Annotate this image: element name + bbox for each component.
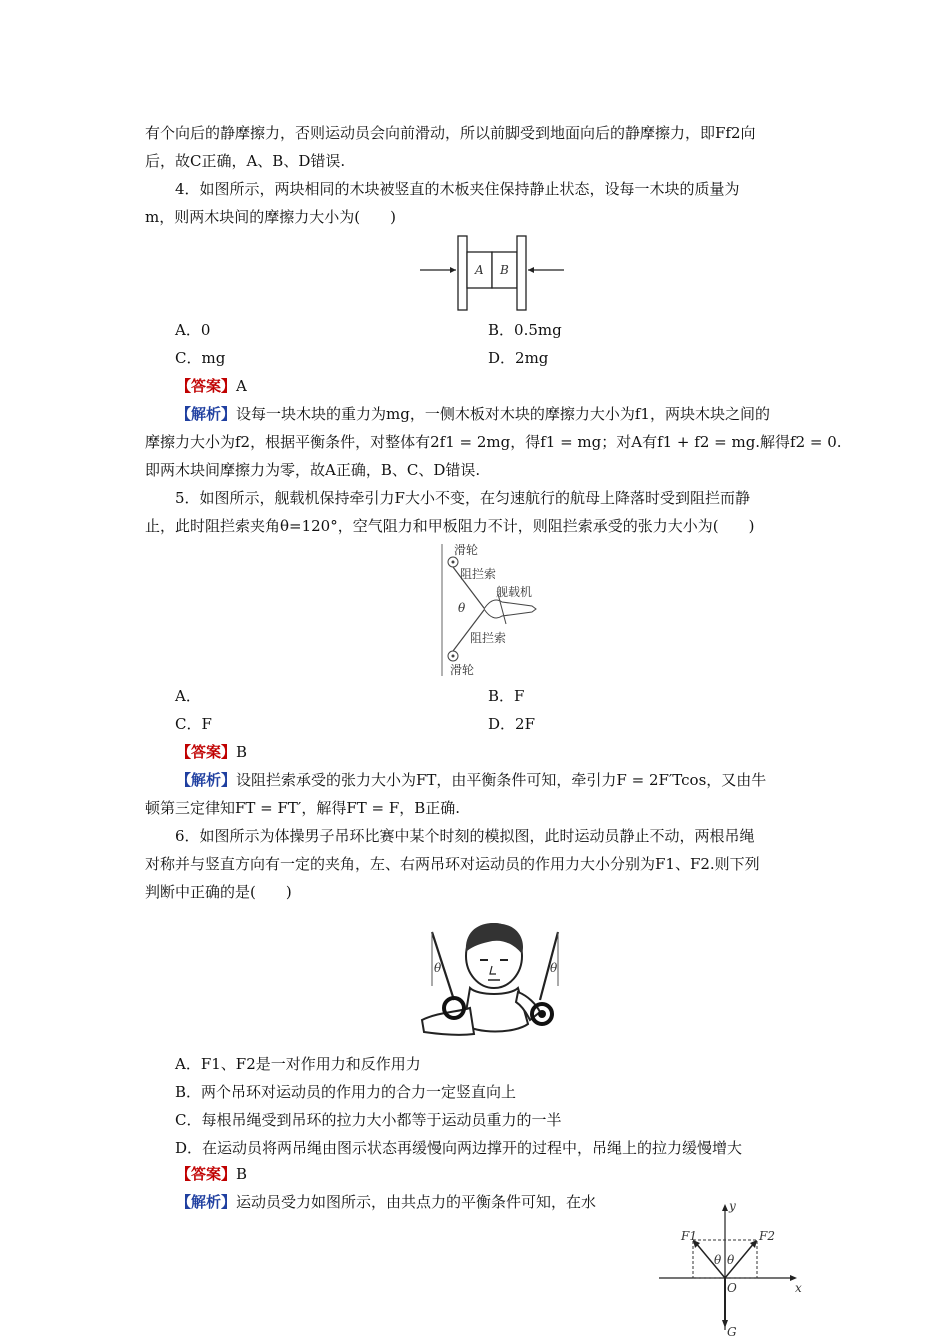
theta-1-label: θ bbox=[714, 1253, 722, 1267]
force-diagram bbox=[655, 1200, 805, 1338]
option-b: B．两个吊环对运动员的作用力的合力一定竖直向上 bbox=[175, 1083, 517, 1101]
answer-tag: 【答案】 bbox=[176, 743, 237, 761]
gymnast-rings-illustration bbox=[418, 916, 568, 1046]
pulley-bottom-label: 滑轮 bbox=[450, 663, 475, 677]
option-c: C．每根吊绳受到吊环的拉力大小都等于运动员重力的一半 bbox=[175, 1111, 562, 1129]
blocks-diagram bbox=[418, 232, 578, 316]
answer-line bbox=[176, 1163, 841, 1185]
analysis-line: 摩擦力大小为f2，根据平衡条件，对整体有2f1 = 2mg，得f1 = mg；对A有f1 + f2 = mg.解得f2 = 0. bbox=[145, 433, 842, 451]
question-5-stem: 5．如图所示，舰载机保持牵引力F大小不变，在匀速航行的航母上降落时受到阻拦而静 bbox=[175, 489, 750, 507]
carrier-arrest-diagram bbox=[440, 542, 580, 678]
analysis-line bbox=[176, 403, 841, 425]
plane-label: 舰载机 bbox=[496, 585, 533, 599]
option-d: D．2mg bbox=[488, 349, 549, 367]
analysis-line: 顿第三定律知FT = FT′，解得FT = F，B正确. bbox=[145, 799, 461, 817]
f1-label: F1 bbox=[681, 1229, 697, 1243]
option-a: A． bbox=[175, 687, 201, 705]
theta-left-label: θ bbox=[434, 961, 442, 975]
question-4-stem-cont: m，则两木块间的摩擦力大小为( ) bbox=[145, 208, 396, 226]
question-5-stem-cont: 止，此时阻拦索夹角θ=120°，空气阻力和甲板阻力不计，则阻拦索承受的张力大小为( ) bbox=[145, 517, 755, 535]
option-c: C．mg bbox=[175, 349, 226, 367]
cable-bottom-label: 阻拦索 bbox=[470, 631, 507, 645]
analysis-text: 设阻拦索承受的张力大小为FT，由平衡条件可知，牵引力F = 2F′Tcos，又由牛 bbox=[236, 771, 767, 789]
option-b: B．F bbox=[488, 687, 525, 705]
f2-label: F2 bbox=[759, 1229, 775, 1243]
option-d: D．在运动员将两吊绳由图示状态再缓慢向两边撑开的过程中，吊绳上的拉力缓慢增大 bbox=[175, 1139, 743, 1157]
question-6-stem-cont: 判断中正确的是( ) bbox=[145, 883, 292, 901]
gravity-label: G bbox=[727, 1325, 737, 1338]
question-6-stem-cont: 对称并与竖直方向有一定的夹角，左、右两吊环对运动员的作用力大小分别为F1、F2.则下列 bbox=[145, 855, 760, 873]
block-a-label: A bbox=[475, 263, 484, 277]
option-a: A．F1、F2是一对作用力和反作用力 bbox=[175, 1055, 421, 1073]
question-4-stem: 4．如图所示，两块相同的木块被竖直的木板夹住保持静止状态，设每一木块的质量为 bbox=[175, 180, 740, 198]
question-6-stem: 6．如图所示为体操男子吊环比赛中某个时刻的模拟图，此时运动员静止不动，两根吊绳 bbox=[175, 827, 755, 845]
theta-label: θ bbox=[458, 601, 466, 615]
answer-tag: 【答案】 bbox=[176, 1165, 237, 1183]
answer-value: B bbox=[236, 743, 248, 761]
theta-2-label: θ bbox=[727, 1253, 735, 1267]
option-d: D．2F bbox=[488, 715, 535, 733]
answer-tag: 【答案】 bbox=[176, 377, 237, 395]
analysis-line: 即两木块间摩擦力为零，故A正确，B、C、D错误. bbox=[145, 461, 481, 479]
answer-line bbox=[176, 375, 841, 397]
answer-value: B bbox=[236, 1165, 248, 1183]
analysis-tag: 【解析】 bbox=[176, 405, 237, 423]
y-axis-label: y bbox=[729, 1200, 736, 1213]
answer-value: A bbox=[236, 377, 247, 395]
block-b-label: B bbox=[500, 263, 509, 277]
theta-right-label: θ bbox=[550, 961, 558, 975]
origin-label: O bbox=[727, 1281, 737, 1295]
option-a: A．0 bbox=[175, 321, 211, 339]
x-axis-label: x bbox=[795, 1281, 802, 1295]
text-line: 后，故C正确，A、B、D错误. bbox=[145, 152, 346, 170]
analysis-text: 运动员受力如图所示，由共点力的平衡条件可知，在水 bbox=[236, 1193, 597, 1211]
analysis-line bbox=[176, 769, 841, 791]
option-c: C．F bbox=[175, 715, 212, 733]
text-line: 有个向后的静摩擦力，否则运动员会向前滑动，所以前脚受到地面向后的静摩擦力，即Ff2向 bbox=[145, 124, 756, 142]
analysis-tag: 【解析】 bbox=[176, 771, 237, 789]
pulley-top-label: 滑轮 bbox=[454, 543, 479, 557]
analysis-text: 设每一块木块的重力为mg，一侧木板对木块的摩擦力大小为f1，两块木块之间的 bbox=[236, 405, 770, 423]
option-b: B．0.5mg bbox=[488, 321, 562, 339]
answer-line bbox=[176, 741, 841, 763]
cable-top-label: 阻拦索 bbox=[460, 567, 497, 581]
analysis-tag: 【解析】 bbox=[176, 1193, 237, 1211]
